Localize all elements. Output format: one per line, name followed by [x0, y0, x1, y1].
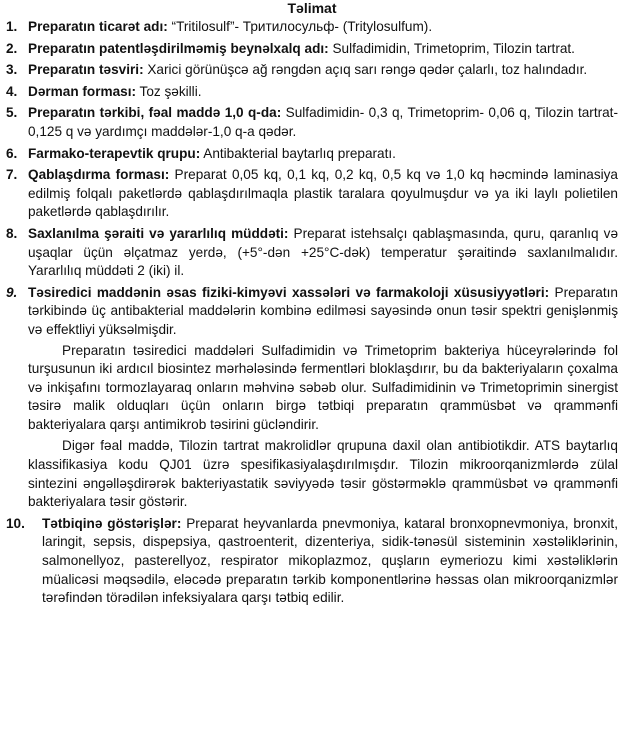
item-label: Təsiredici maddənin əsas fiziki-kimyəvi xassələri və farmakoloji xüsusiyyətləri: — [28, 284, 550, 300]
item-text: Sulfadimidin- 0,3 q, Trimetoprim- 0,06 q, Tilozin tartrat- 0,125 q və yardımçı maddələr-1,0 q-a qədər. — [28, 105, 618, 139]
item-7 — [6, 166, 618, 222]
item-3 — [6, 61, 618, 80]
item-text: “Tritilosulf”- Тритилосульф- (Tritylosulfum). — [167, 19, 433, 34]
item-label: Preparatın patentləşdirilməmiş beynəlxalq adı: — [28, 40, 329, 56]
item-10 — [6, 515, 618, 608]
item-text: Preparat heyvanlarda pnevmoniya, kataral bronxopnevmoniya, bronxit, laringit, sepsis, dispepsiya, qastroenterit, dizenteriya, sidik-tənəsül sisteminin xəstəliklərinin, salmonellyoz, pasterellyoz, respirator mikoplazmoz, quşların eymeriozu kimi xəstəliklərin müalicəsi məqsədilə, eləcədə preparatın tərkib komponentlərinə həssas olan mikroorqanizmlər tərəfindən törədilən infeksiyalara qarşı tətbiq edilir. — [42, 515, 618, 606]
item-label: Preparatın təsviri: — [28, 62, 144, 78]
item-label: Dərman forması: — [28, 83, 137, 99]
item-label: Qablaşdırma forması: — [28, 167, 170, 183]
document-title: Təlimat — [287, 0, 337, 16]
item-number: 2. — [6, 40, 18, 56]
item-number: 1. — [6, 19, 18, 34]
item-number: 10. — [6, 515, 25, 531]
item-paragraph: Preparatın təsiredici maddələri Sulfadimidin və Trimetoprim bakteriya hüceyrələrində fol turşusunun iki ardıcıl biosintez mərhələsində fermentləri bloklaşdırır, bu da bakteriyaların çoxalma və inkişafını tormozlayaraq onların məhvinə səbəb olur. Sulfadimidinin və Trimetoprimin sinergist təsirə malik olduqları üçün onların birgə tətbiqi preparatın qrammüsbət və qrammənfi bakteriyalara qarşı antimikrob təsirini gücləndirir. — [28, 342, 618, 432]
item-label: Preparatın ticarət adı: — [28, 19, 168, 34]
item-2 — [6, 40, 618, 59]
item-8 — [6, 225, 618, 281]
item-number: 5. — [6, 105, 18, 121]
item-label: Saxlanılma şəraiti və yararlılıq müddəti: — [28, 225, 289, 241]
item-number: 3. — [6, 62, 18, 78]
item-text: Sulfadimidin, Trimetoprim, Tilozin tartrat. — [328, 40, 575, 56]
item-text: Preparat istehsalçı qablaşmasında, quru, qaranlıq və uşaqlar üçün əlçatmaz yerdə, (+5°-dən +25°C-dək) temperatur şəraitində saxlanılmalıdır. Yararlılıq müddəti 2 (iki) il. — [28, 225, 619, 279]
item-number: 4. — [6, 83, 18, 99]
item-number: 7. — [6, 167, 18, 183]
item-text: Toz şəkilli. — [136, 83, 202, 99]
item-text: Preparat 0,05 kq, 0,1 kq, 0,2 kq, 0,5 kq və 1,0 kq həcmində laminasiya edilmiş folqalı paketlərdə qablaşdırılmaqla plastik taralara qoyulmuşdur və ya iki laylı polietilen paketlərdə qablaşdırılır. — [28, 167, 618, 220]
item-9 — [6, 284, 618, 512]
item-number: 9. — [6, 284, 18, 300]
item-label: Preparatın tərkibi, fəal maddə 1,0 q-da: — [28, 105, 282, 121]
item-text: Preparatın tərkibində üç antibakterial maddələrin kombinə edilməsi sayəsində onun təsir spektri genişlənmiş və effektliyi yüksəlmişdir. — [28, 284, 618, 337]
item-5 — [6, 104, 618, 141]
item-number: 6. — [6, 145, 18, 161]
item-label: Farmako-terapevtik qrupu: — [28, 145, 201, 161]
item-text: Xarici görünüşcə ağ rəngdən açıq sarı rəngə qədər çalarlı, toz halındadır. — [143, 62, 588, 78]
item-1 — [6, 18, 618, 37]
item-4 — [6, 83, 618, 102]
item-number: 8. — [6, 225, 18, 241]
item-text: Antibakterial baytarlıq preparatı. — [200, 145, 396, 161]
item-paragraph: Digər fəal maddə, Tilozin tartrat makrolidlər qrupuna daxil olan antibiotikdir. ATS baytarlıq klassifikasiya kodu QJ01 üzrə spesifikasiyalaşdırılmışdır. Tilozin mikroorqanizmlərdə zülal sintezini əngəlləşdirərək bakteriyastatik səviyyədə təsir göstərməklə qrammüsbət və qrammənfi bakteriyalara təsir göstərir. — [28, 438, 618, 510]
item-6 — [6, 145, 618, 164]
item-label: Tətbiqinə göstərişlər: — [42, 515, 182, 531]
